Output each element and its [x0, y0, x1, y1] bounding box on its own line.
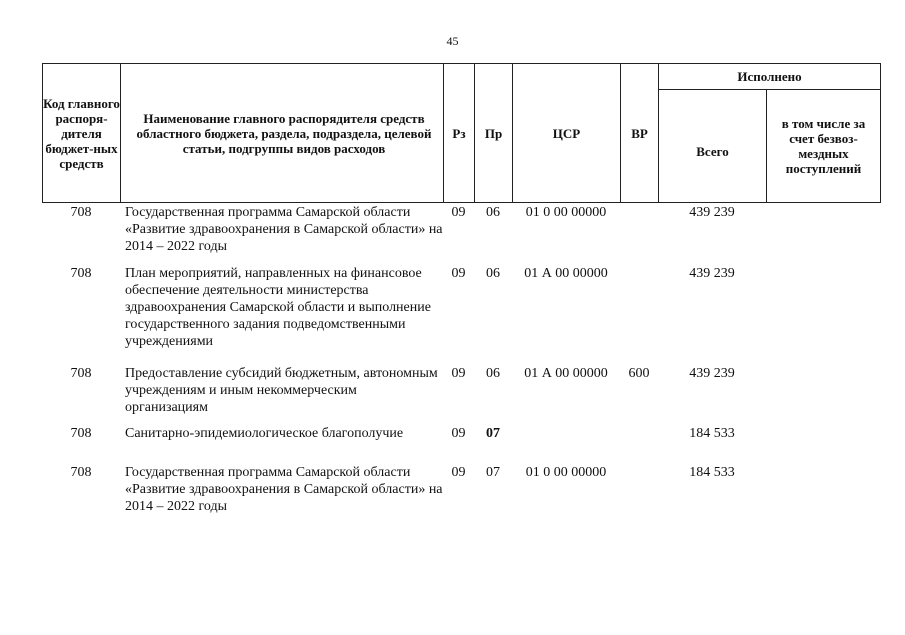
cell-code: 708 — [70, 426, 92, 441]
header-executed: Исполнено — [737, 69, 802, 84]
cell-pr: 07 — [486, 465, 500, 480]
header-total: Всего — [696, 143, 729, 159]
cell-rz: 09 — [451, 266, 466, 281]
cell-total: 184 533 — [689, 465, 735, 480]
header-code: Код главного распоря-дителя бюджет-ных средств — [43, 95, 120, 171]
header-right-border — [880, 63, 881, 203]
cell-total: 439 239 — [689, 205, 735, 220]
cell-rz: 09 — [451, 426, 466, 441]
cell-name: Предоставление субсидий бюджетным, автономным учреждениям и иным некоммерческим организациям — [125, 366, 438, 415]
header-pr: Пр — [484, 125, 503, 141]
header-name: Наименование главного распорядителя средств областного бюджета, раздела, подраздела, целевой статьи, подгруппы видов расходов — [136, 110, 432, 156]
cell-name: Государственная программа Самарской области «Развитие здравоохранения в Самарской области» на 2014 – 2022 годы — [125, 465, 443, 514]
divider — [120, 63, 121, 203]
cell-total: 439 239 — [689, 266, 735, 281]
cell-pr: 06 — [486, 366, 500, 381]
header-vr: ВР — [631, 125, 648, 141]
cell-pr: 06 — [486, 205, 500, 220]
header-csr: ЦСР — [552, 125, 581, 141]
cell-pr: 07 — [486, 426, 500, 441]
cell-pr: 06 — [486, 266, 500, 281]
cell-name: Санитарно-эпидемиологическое благополучие — [125, 426, 404, 441]
header-free: в том числе за счет безвоз-мездных поступлений — [781, 116, 866, 176]
cell-csr: 01 А 00 00000 — [524, 366, 608, 381]
page-number: 45 — [446, 34, 459, 48]
cell-rz: 09 — [451, 465, 466, 480]
cell-code: 708 — [70, 366, 92, 381]
cell-total: 184 533 — [689, 426, 735, 441]
cell-csr: 01 0 00 00000 — [525, 205, 607, 220]
cell-name: Государственная программа Самарской области «Развитие здравоохранения в Самарской области» на 2014 – 2022 годы — [125, 205, 443, 254]
cell-rz: 09 — [451, 366, 466, 381]
table-header — [42, 63, 881, 203]
cell-code: 708 — [70, 266, 92, 281]
cell-vr: 600 — [628, 366, 650, 381]
cell-total: 439 239 — [689, 366, 735, 381]
cell-csr: 01 0 00 00000 — [525, 465, 607, 480]
cell-rz: 09 — [451, 205, 466, 220]
cell-name: План мероприятий, направленных на финансовое обеспечение деятельности министерства здравоохранения Самарской области и выполнение государственного задания подведомственными учреждениями — [125, 266, 431, 349]
header-bottom-border — [42, 202, 881, 203]
header-rz: Рз — [452, 125, 466, 141]
cell-csr: 01 А 00 00000 — [524, 266, 608, 281]
cell-code: 708 — [70, 465, 92, 480]
cell-code: 708 — [70, 205, 92, 220]
